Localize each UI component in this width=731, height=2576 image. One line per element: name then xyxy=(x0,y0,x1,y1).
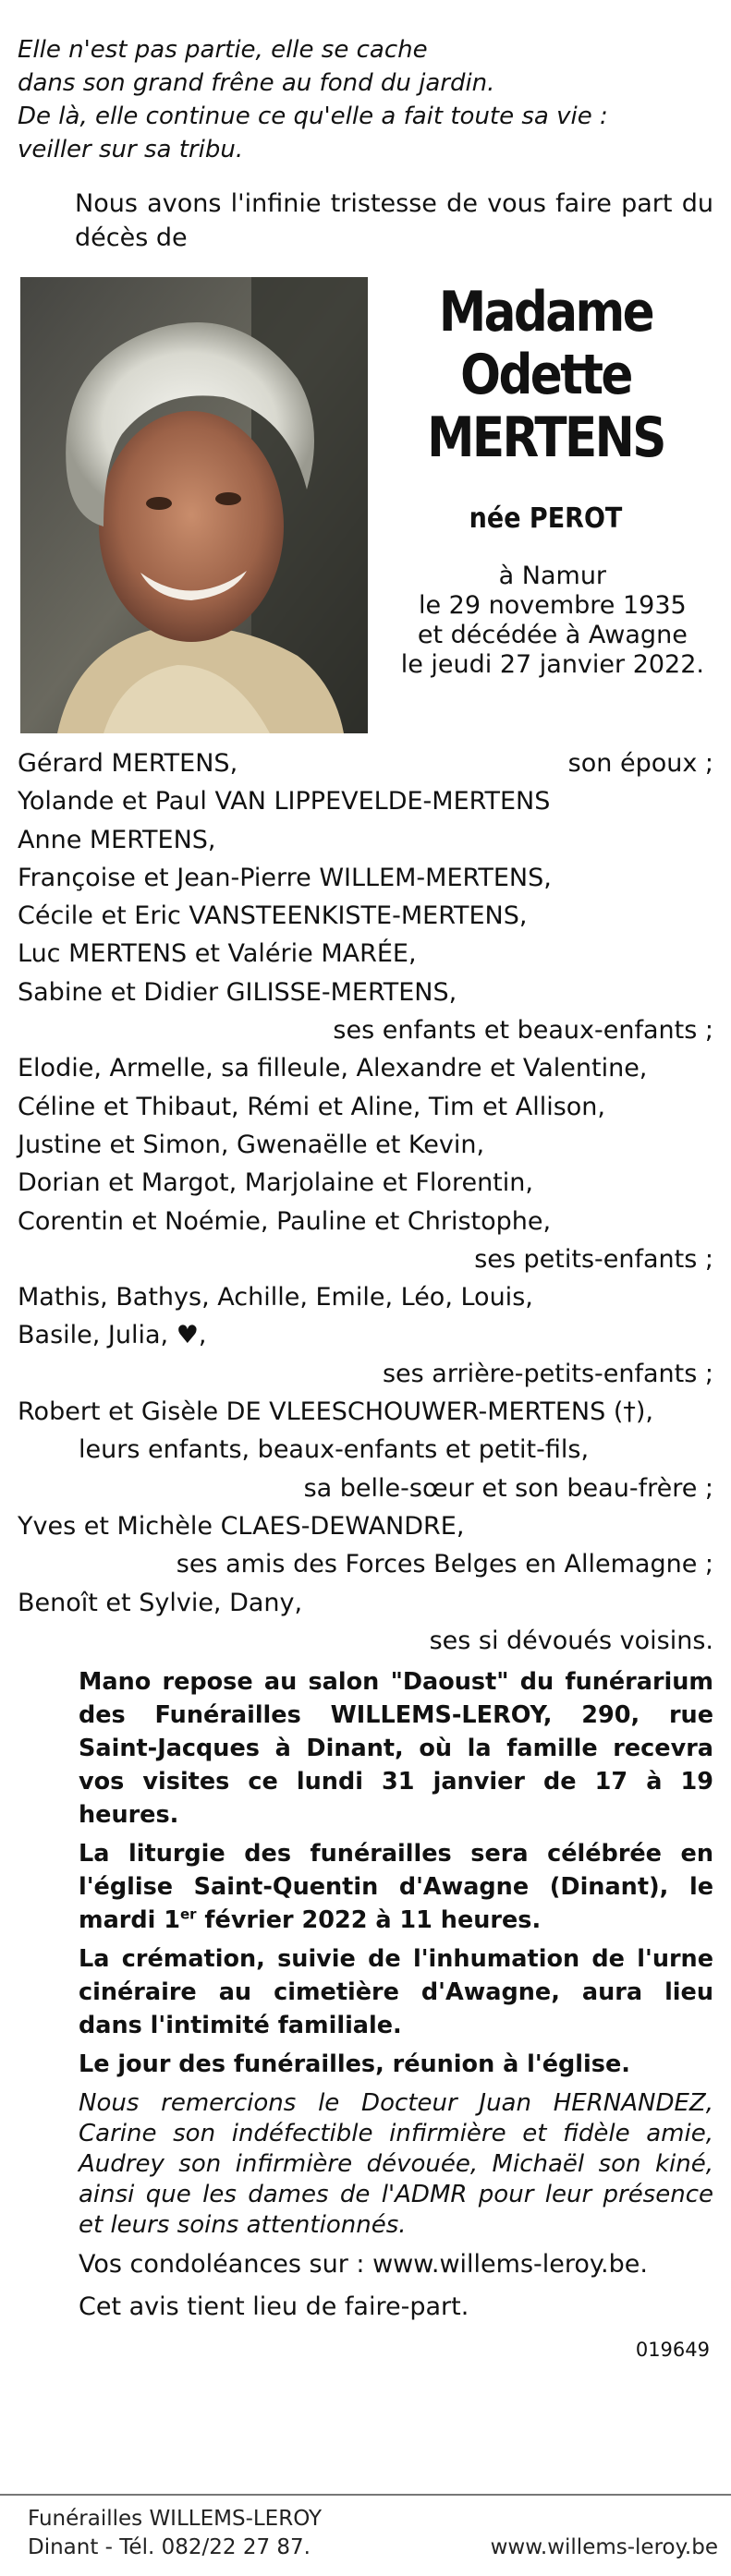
birth-place: à Namur xyxy=(498,562,607,590)
grandchild-row: Elodie, Armelle, sa filleule, Alexandre et Valentine, xyxy=(18,1054,648,1083)
poem-line: veiller sur sa tribu. xyxy=(18,136,244,163)
deceased-name xyxy=(387,277,704,536)
great-grandchild-row: Basile, Julia, ♥, xyxy=(18,1321,207,1350)
family-list xyxy=(18,744,713,1660)
thanks-paragraph: Nous remercions le Docteur Juan HERNANDEZ, Carine son indéfectible infirmière et fidèle amie, Audrey son infirmière dévouée, Michaël son kiné, ainsi que les dames de l'ADMR pour leur présence et leurs soins attentionnés. xyxy=(79,2089,713,2240)
grandchildren-relation: ses petits-enfants ; xyxy=(474,1244,713,1274)
child-row: Françoise et Jean-Pierre WILLEM-MERTENS, xyxy=(18,863,552,892)
great-grandchild-row: Mathis, Bathys, Achille, Emile, Léo, Louis, xyxy=(18,1283,533,1312)
great-grandchildren-relation: ses arrière-petits-enfants ; xyxy=(382,1359,713,1388)
grandchild-row: Justine et Simon, Gwenaëlle et Kevin, xyxy=(18,1130,485,1159)
footer xyxy=(28,2505,718,2562)
spouse-row xyxy=(18,744,713,782)
liturgy-notice xyxy=(18,1837,713,1937)
deceased-title: Madame xyxy=(438,280,653,345)
footer-website: www.willems-leroy.be xyxy=(490,2535,718,2559)
spouse-relation: son époux ; xyxy=(567,749,713,778)
meeting-notice: Le jour des funérailles, réunion à l'église. xyxy=(79,2050,630,2079)
poem xyxy=(18,33,713,166)
spouse-name: Gérard MERTENS, xyxy=(18,749,238,778)
reference-number: 019649 xyxy=(635,2339,710,2362)
child-row: Luc MERTENS et Valérie MARÉE, xyxy=(18,939,417,969)
condolences-line: Vos condoléances sur : www.willems-leroy.be. xyxy=(79,2250,648,2280)
death-place: et décédée à Awagne xyxy=(417,621,688,649)
grandchild-row: Céline et Thibaut, Rémi et Aline, Tim et Allison, xyxy=(18,1092,605,1121)
liturgy-date: février 2022 à 11 heures. xyxy=(196,1906,542,1935)
friends-row: Yves et Michèle CLAES-DEWANDRE, xyxy=(18,1511,465,1541)
maiden-name: née PEROT xyxy=(469,502,623,535)
in-laws-children-row: leurs enfants, beaux-enfants et petit-fils, xyxy=(79,1435,590,1465)
liturgy-text: La liturgie des funérailles sera célébrée en l'église Saint-Quentin d'Awagne (Dinant), le mardi 1 xyxy=(79,1840,713,1935)
in-laws-relation: sa belle-sœur et son beau-frère ; xyxy=(303,1473,713,1503)
footer-address: Dinant - Tél. 082/22 27 87. xyxy=(28,2535,311,2559)
grandchild-row: Corentin et Noémie, Pauline et Christophe, xyxy=(18,1206,552,1236)
children-relation: ses enfants et beaux-enfants ; xyxy=(333,1016,713,1046)
birth-death-info xyxy=(401,562,704,680)
faire-part-line: Cet avis tient lieu de faire-part. xyxy=(79,2292,469,2322)
death-date: le jeudi 27 janvier 2022. xyxy=(400,650,704,679)
in-laws-row: Robert et Gisèle DE VLEESCHOUWER-MERTENS (†), xyxy=(18,1397,653,1427)
poem-line: Elle n'est pas partie, elle se cache xyxy=(18,36,428,64)
portrait-image xyxy=(20,277,368,733)
grandchild-row: Dorian et Margot, Marjolaine et Florentin, xyxy=(18,1168,533,1198)
child-row: Cécile et Eric VANSTEENKISTE-MERTENS, xyxy=(18,901,528,931)
liturgy-ordinal: er xyxy=(179,1905,197,1923)
poem-line: De là, elle continue ce qu'elle a fait toute sa vie : xyxy=(18,103,608,130)
deceased-last-name: MERTENS xyxy=(427,405,664,470)
deceased-first-name: Odette xyxy=(460,343,631,407)
child-row: Anne MERTENS, xyxy=(18,825,216,854)
thanks-text xyxy=(18,2088,713,2241)
funeral-notices xyxy=(18,1665,713,2081)
deceased-block xyxy=(18,277,713,739)
child-row: Yolande et Paul VAN LIPPEVELDE-MERTENS xyxy=(18,787,551,816)
friends-relation: ses amis des Forces Belges en Allemagne ; xyxy=(176,1550,713,1579)
cremation-notice: La crémation, suivie de l'inhumation de l'urne cinéraire au cimetière d'Awagne, aura lieu dans l'intimité familiale. xyxy=(79,1945,713,2040)
intro-text xyxy=(18,187,713,255)
portrait-photo xyxy=(20,277,368,733)
footer-divider xyxy=(0,2494,731,2496)
neighbours-relation: ses si dévoués voisins. xyxy=(429,1626,713,1655)
child-row: Sabine et Didier GILISSE-MERTENS, xyxy=(18,977,457,1007)
poem-line: dans son grand frêne au fond du jardin. xyxy=(18,69,495,97)
birth-date: le 29 novembre 1935 xyxy=(418,591,687,620)
footer-company: Funérailles WILLEMS-LEROY xyxy=(28,2507,323,2531)
salon-notice: Mano repose au salon "Daoust" du funérarium des Funérailles WILLEMS-LEROY, 290, rue Saint-Jacques à Dinant, où la famille recevra vos visites ce lundi 31 janvier de 17 à 19 heures. xyxy=(79,1668,713,1830)
intro-paragraph: Nous avons l'infinie tristesse de vous faire part du décès de xyxy=(75,189,713,252)
neighbours-row: Benoît et Sylvie, Dany, xyxy=(18,1588,303,1617)
